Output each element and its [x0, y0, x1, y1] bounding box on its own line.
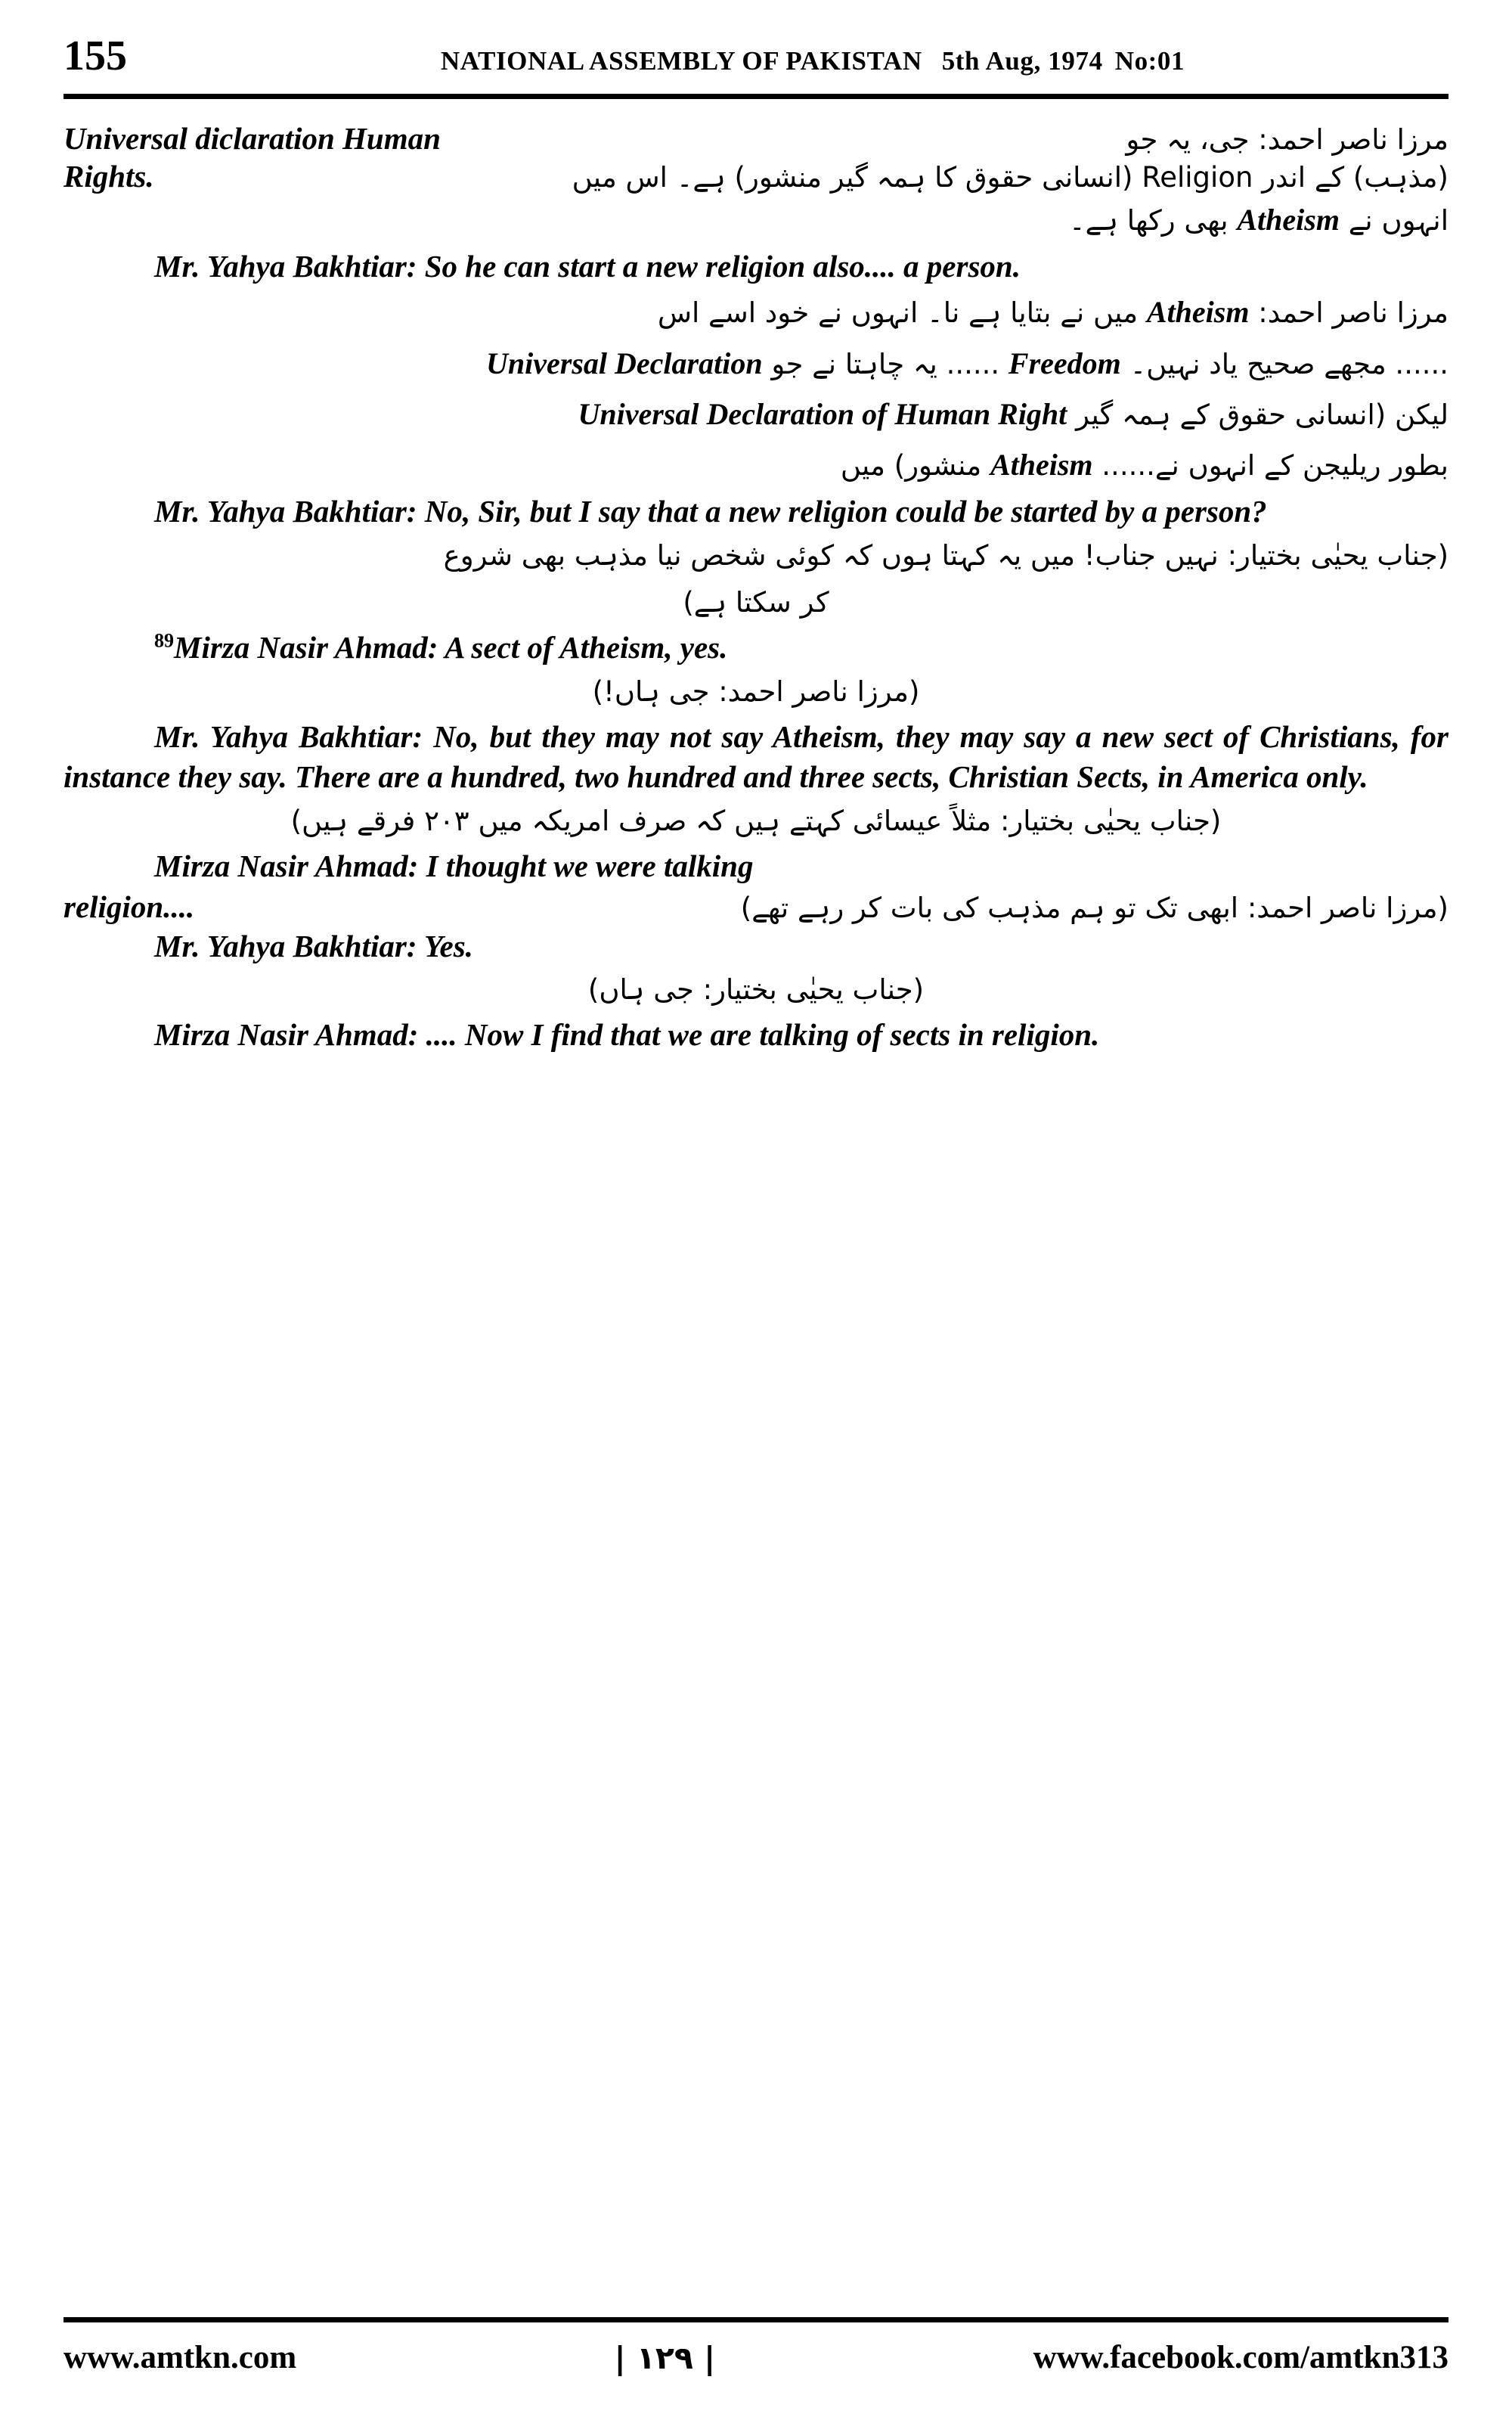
urdu-text: ...... یہ چاہتا نے جو — [771, 347, 1000, 380]
footer-divider — [64, 2317, 1448, 2322]
speech-mirza-2 — [64, 846, 1448, 886]
page-footer — [64, 2317, 1448, 2376]
speech-text: I thought we were talking — [426, 849, 754, 884]
speech-text: So he can start a new religion also.... a person. — [424, 249, 1021, 284]
urdu-text: بطور ریلیجن کے انہوں نے...... — [1101, 449, 1448, 482]
speech-text: No, Sir, but I say that a new religion could be started by a person? — [424, 494, 1267, 529]
english-inline: Atheism — [1146, 295, 1250, 330]
speech-text: Yes. — [424, 928, 473, 963]
urdu-block-mirza-1-line4 — [64, 441, 1448, 489]
urdu-block-yahya-3 — [64, 799, 1448, 843]
urdu-text: لیکن (انسانی حقوق کے ہمہ گیر — [1076, 398, 1448, 431]
urdu-text: منشور) میں — [840, 449, 982, 482]
urdu-text: (جناب یحیٰی بختیار: مثلاً عیسائی کہتے ہیں کہ صرف امریکہ میں ۲۰۳ فرقے ہیں) — [290, 804, 1222, 837]
speech-yahya-2 — [64, 492, 1448, 532]
speech-text: .... Now I find that we are talking of sects in religion. — [426, 1017, 1100, 1053]
footnote-marker: 89 — [154, 629, 174, 652]
urdu-fragment — [169, 161, 1448, 194]
speech-yahya-4 — [64, 926, 1448, 966]
speech-text: A sect of Atheism, yes. — [445, 630, 728, 666]
urdu-text: بھی رکھا ہے۔ — [1069, 204, 1228, 237]
mixed-line-2 — [64, 158, 1448, 194]
english-fragment: religion.... — [64, 889, 195, 924]
speaker-label: Mr. Yahya Bakhtiar: — [154, 928, 417, 963]
english-inline: Atheism — [990, 448, 1093, 482]
urdu-block-mirza-1-line3 — [64, 390, 1448, 438]
urdu-block-mirza-1b — [64, 670, 1448, 714]
speech-mirza-1 — [64, 628, 1448, 668]
header-divider — [64, 94, 1448, 99]
urdu-text: (جناب یحیٰی بختیار: جی ہاں) — [587, 973, 925, 1006]
header-date: 5th Aug, 1974 — [941, 46, 1103, 76]
speaker-label: Mirza Nasir Ahmad: — [154, 1017, 419, 1053]
speaker-label: Mr. Yahya Bakhtiar: — [154, 249, 417, 284]
speech-yahya-1 — [64, 247, 1448, 287]
assembly-title: NATIONAL ASSEMBLY OF PAKISTAN — [440, 46, 922, 76]
speech-mirza-3 — [64, 1015, 1448, 1055]
urdu-text: (انسانی حقوق کا ہمہ گیر منشور) ہے۔ اس میں — [572, 161, 1133, 194]
urdu-fragment: مرزا ناصر احمد: جی، یہ جو — [1126, 123, 1448, 156]
footer-facebook-link[interactable]: www.facebook.com/amtkn313 — [1033, 2340, 1448, 2375]
urdu-text: (مرزا ناصر احمد: جی ہاں!) — [592, 675, 920, 708]
english-inline: Universal Declaration of Human Right — [578, 396, 1067, 431]
urdu-line-3 — [64, 196, 1448, 244]
urdu-block-mirza-1-line2 — [64, 340, 1448, 387]
english-inline: Religion — [1142, 161, 1253, 194]
english-inline: Atheism — [1237, 203, 1340, 237]
urdu-text: انہوں نے — [1348, 204, 1448, 237]
urdu-block-mirza-1-line1 — [64, 288, 1448, 336]
speaker-label: Mirza Nasir Ahmad: — [174, 630, 438, 666]
urdu-speaker: مرزا ناصر احمد: — [1258, 296, 1448, 330]
page-header — [64, 35, 1448, 89]
english-inline: Universal Declaration — [486, 346, 763, 380]
urdu-block-yahya-2-line1 — [64, 534, 1448, 578]
urdu-block-yahya-4 — [64, 968, 1448, 1012]
english-fragment: Rights. — [64, 159, 154, 194]
english-inline: Freedom — [1008, 346, 1121, 380]
header-title-line — [207, 46, 1418, 76]
urdu-text: کر سکتا ہے) — [683, 585, 829, 619]
transcript-body — [64, 120, 1448, 2283]
speaker-label: Mr. Yahya Bakhtiar: — [154, 719, 423, 755]
urdu-block-yahya-2-line2 — [64, 581, 1448, 625]
urdu-text: ...... مجھے صحیح یاد نہیں۔ — [1129, 347, 1448, 380]
page-number: 155 — [64, 33, 127, 79]
urdu-text: میں نے بتایا ہے نا۔ انہوں نے خود اسے اس — [657, 296, 1139, 330]
urdu-text: (مذہب) کے اندر — [1262, 161, 1448, 194]
english-fragment: Universal diclaration Human — [64, 121, 441, 156]
header-issue: No:01 — [1114, 46, 1185, 76]
mixed-line-mirza-2-cont — [64, 889, 1448, 925]
speech-text: No, but they may not say Atheism, they may say a new sect of Christians, for instance they say. There are a hundred, two hundred and three sects, Christian Sects, in America only. — [64, 719, 1448, 795]
mixed-line-1 — [64, 120, 1448, 157]
footer-page-number: | ۱۲۹ | — [614, 2339, 716, 2376]
speech-yahya-3 — [64, 717, 1448, 798]
footer-website-link[interactable]: www.amtkn.com — [64, 2340, 297, 2375]
speaker-label: Mirza Nasir Ahmad: — [154, 849, 419, 884]
urdu-text: (جناب یحیٰی بختیار: نہیں جناب! میں یہ کہتا ہوں کہ کوئی شخص نیا مذہب بھی شروع — [443, 538, 1448, 572]
urdu-fragment: (مرزا ناصر احمد: ابھی تک تو ہم مذہب کی بات کر رہے تھے) — [740, 891, 1448, 924]
speaker-label: Mr. Yahya Bakhtiar: — [154, 494, 417, 529]
